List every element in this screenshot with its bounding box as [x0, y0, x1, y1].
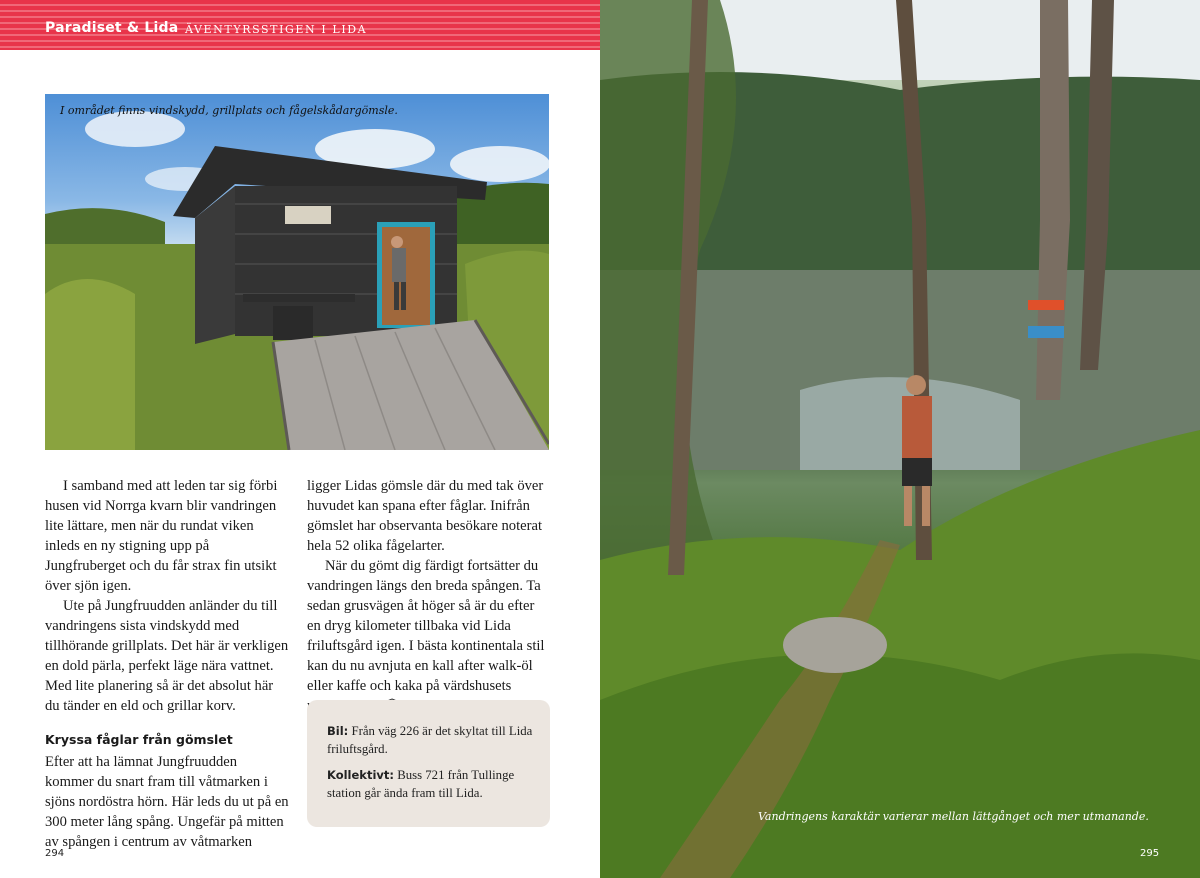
- car-text: Från väg 226 är det skyltat till Lida friluftsgård.: [327, 724, 533, 756]
- body-paragraph: ligger Lidas gömsle där du med tak över huvudet kan spana efter fåglar. Inifrån gömslet har observanta besökare noterat hela 52 olika fågelarter.: [307, 478, 544, 554]
- top-photo-caption: I området finns vindskydd, grillplats och fågelskådargömsle.: [60, 104, 398, 117]
- car-info: [327, 722, 537, 758]
- body-paragraph-text: När du gömt dig färdigt fortsätter du vandringen längs den breda spången. Ta sedan grusvägen åt höger så är du efter en dryg kilometer tillbaka vid Lida friluftsgård igen. I bästa kontinentala stil kan du nu avnjuta en kall after walk-öl eller kaffe och kaka på värdshusets: [307, 558, 545, 694]
- body-paragraph: I samband med att leden tar sig förbi husen vid Norrga kvarn blir vandringen lite lättare, men när du rundat viken inleds en ny stigning upp på Jungfruberget och du får strax fin utsikt över sjön igen.: [45, 478, 278, 594]
- wind-shelter-photo: [45, 94, 549, 450]
- body-paragraph: [307, 556, 551, 716]
- body-paragraph: Efter att ha lämnat Jungfruudden kommer du snart fram till våtmarken i sjöns nordöstra hörn. Här leds du ut på en 300 meter lång spång. Ungefär på mitten av spången i centrum av våtmarken: [45, 754, 289, 850]
- public-transport-text: Buss 721 från Tullinge station går ända fram till Lida.: [327, 768, 515, 800]
- public-transport-label: Kollektivt:: [327, 768, 394, 782]
- running-head-title: Paradiset & Lida: [45, 20, 179, 36]
- wind-shelter-illustration: [45, 94, 549, 450]
- left-text-column: [45, 476, 289, 852]
- car-label: Bil:: [327, 724, 349, 738]
- section-subheading: Kryssa fåglar från gömslet: [45, 732, 233, 747]
- body-paragraph: Ute på Jungfruudden anländer du till vandringens sista vindskydd med tillhörande grillplats. Det här är verkligen en dold pärla, perfekt läge nära vattnet. Med lite planering så är det absolut här du tänder en eld och grillar korv.: [45, 598, 289, 714]
- hiker-forest-photo: [600, 0, 1200, 878]
- page-number-right: 295: [1140, 848, 1160, 859]
- page-number-left: 294: [45, 848, 65, 859]
- right-photo-caption: Vandringens karaktär varierar mellan lättgånget och mer utmanande.: [758, 810, 1149, 823]
- right-text-column: [307, 476, 551, 716]
- travel-info-box: [307, 700, 550, 827]
- public-transport-info: [327, 766, 537, 802]
- forest-lake-illustration: [600, 0, 1200, 878]
- running-head-section: ÄVENTYRSSTIGEN I LIDA: [185, 23, 368, 36]
